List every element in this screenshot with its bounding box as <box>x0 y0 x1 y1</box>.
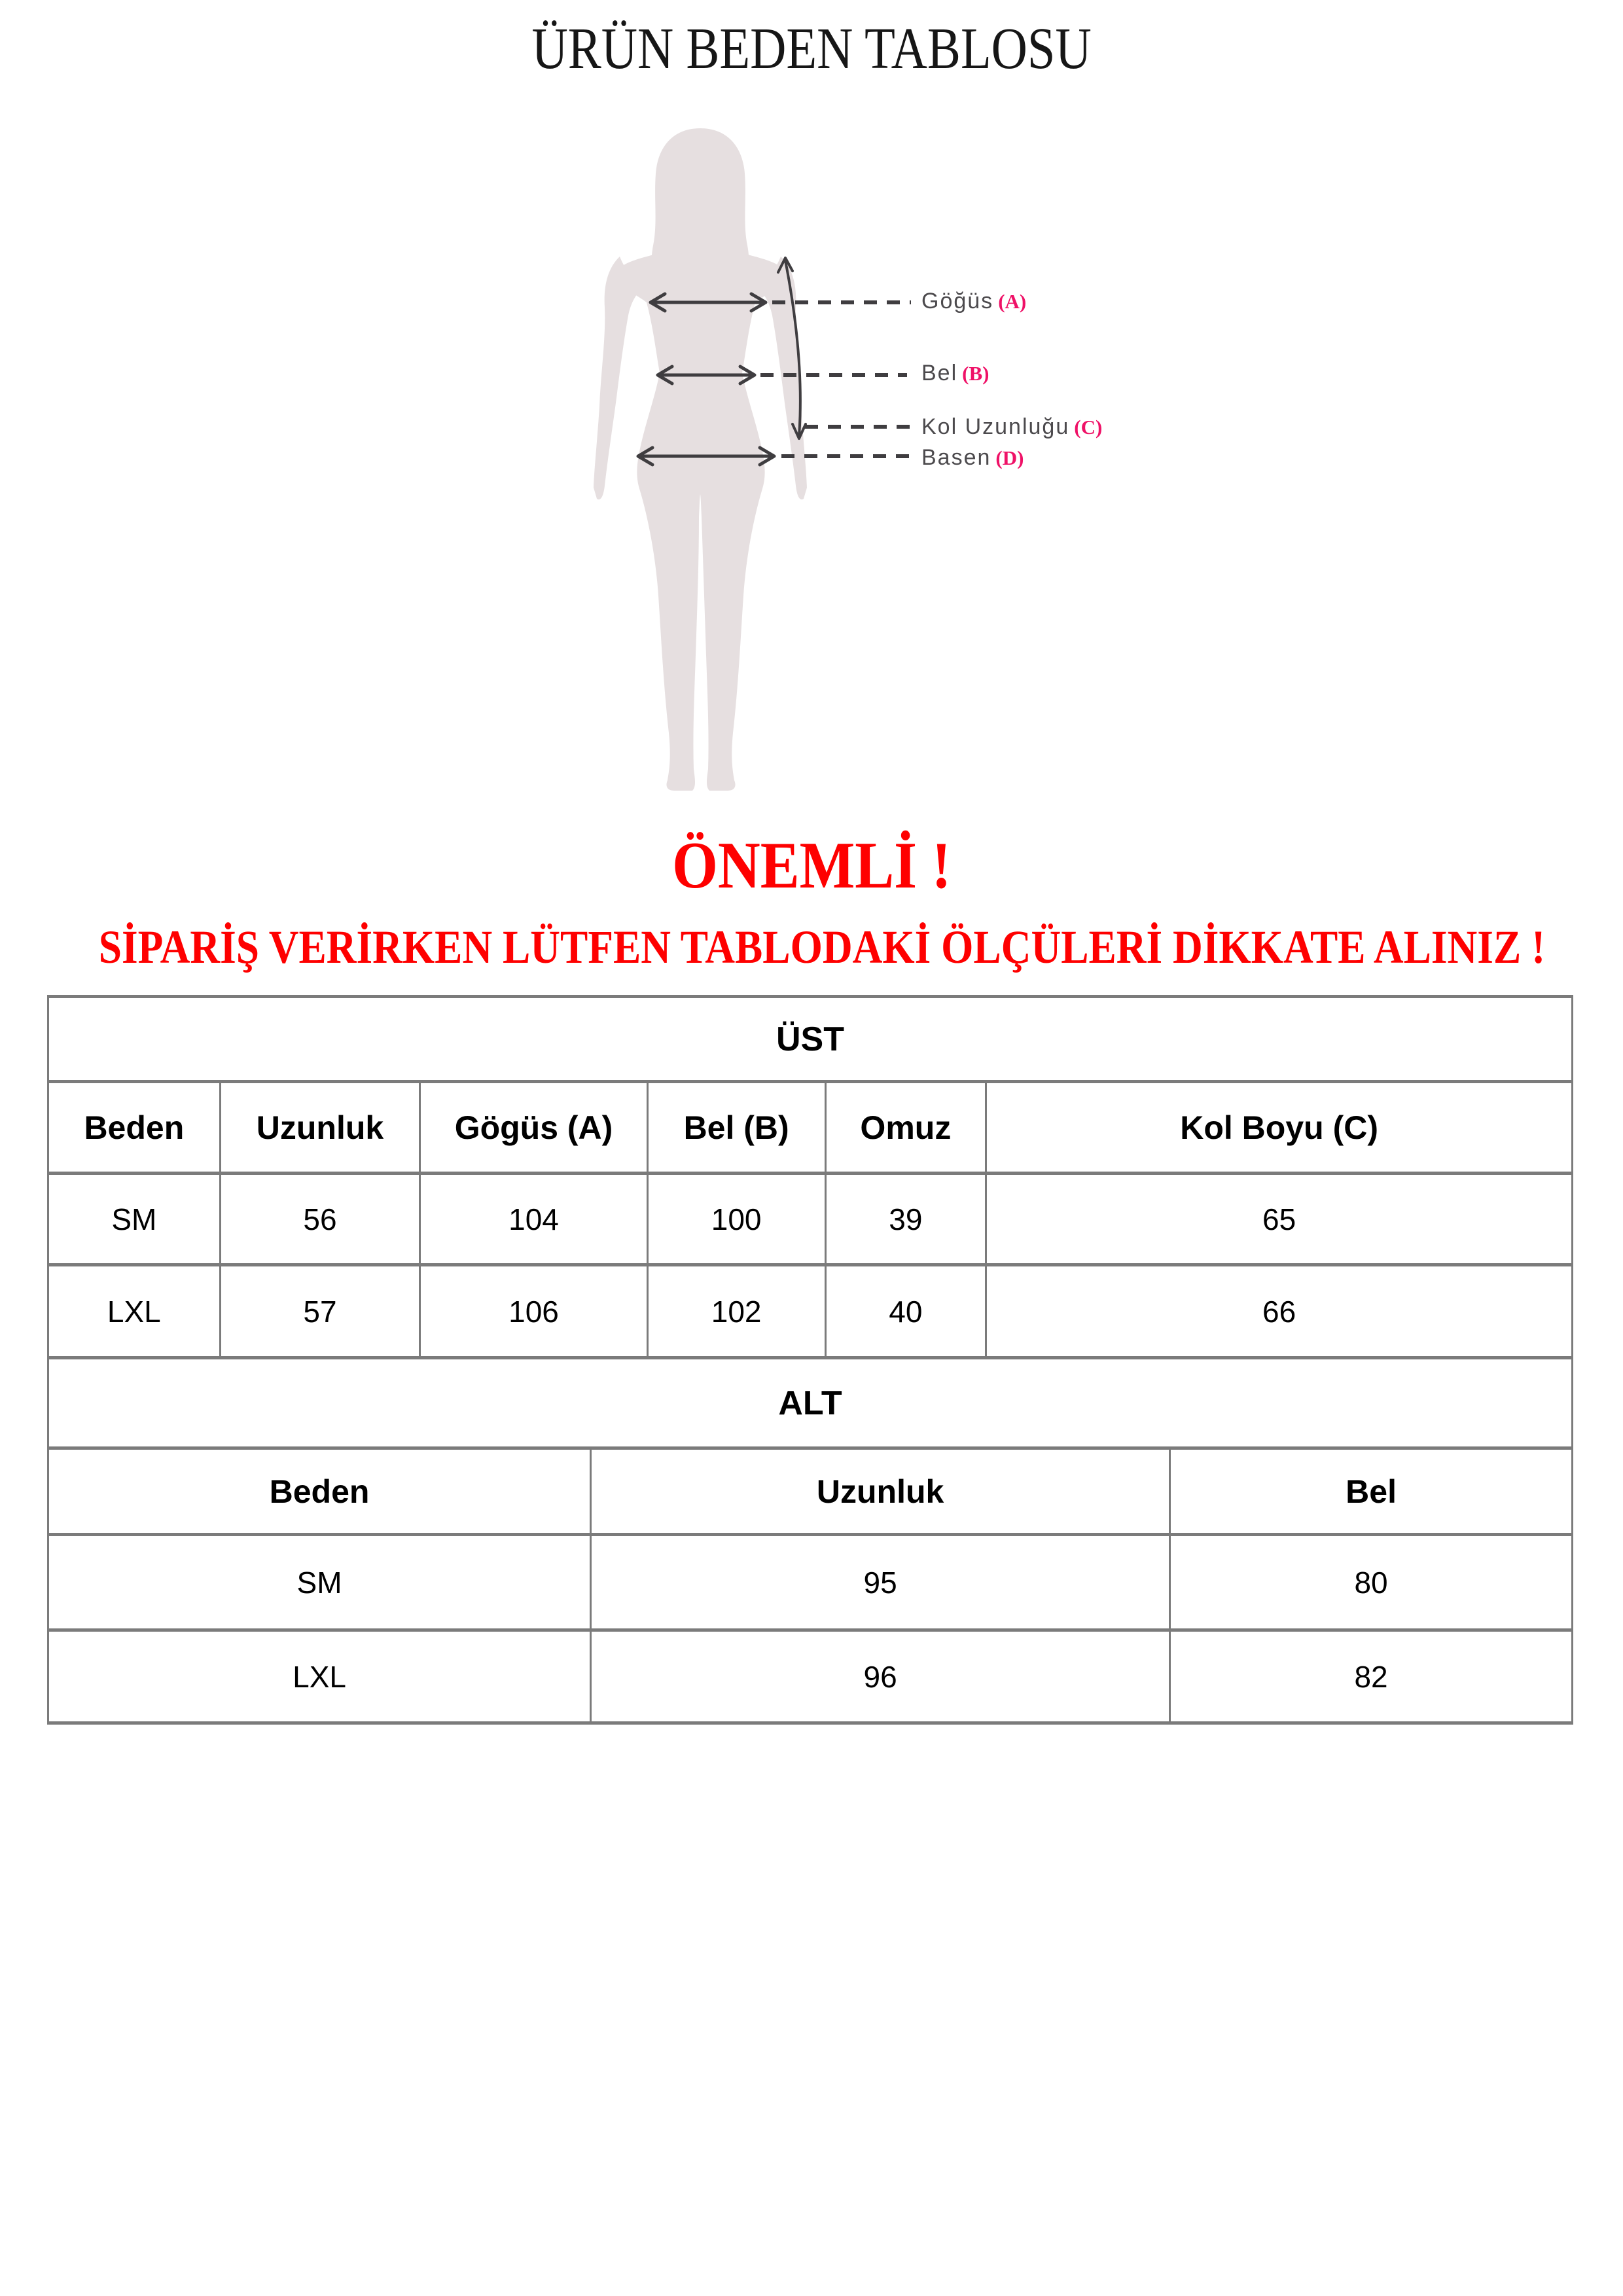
warning-line <box>0 922 1623 973</box>
alt-header-bel: Bel <box>1170 1448 1573 1535</box>
cell-value: 82 <box>1170 1630 1573 1723</box>
alt-section-row <box>48 1358 1573 1448</box>
alt-header-uzunluk: Uzunluk <box>591 1448 1170 1535</box>
alt-section-label: ALT <box>48 1358 1573 1448</box>
label-waist-text: Bel <box>921 361 958 386</box>
ust-row-sm <box>48 1174 1573 1265</box>
cell-value: 96 <box>591 1630 1170 1723</box>
ust-header-kol-boyu: Kol Boyu (C) <box>986 1082 1573 1174</box>
cell-value: 106 <box>420 1265 647 1358</box>
label-bust-text: Göğüs <box>921 289 994 314</box>
cell-size: LXL <box>48 1630 591 1723</box>
measurement-diagram <box>556 111 923 805</box>
cell-size: SM <box>48 1174 221 1265</box>
cell-value: 39 <box>825 1174 986 1265</box>
ust-section-label: ÜST <box>48 997 1573 1082</box>
cell-value: 66 <box>986 1265 1573 1358</box>
cell-value: 80 <box>1170 1535 1573 1630</box>
ust-header-gogus: Gögüs (A) <box>420 1082 647 1174</box>
alt-header-beden: Beden <box>48 1448 591 1535</box>
cell-value: 102 <box>647 1265 825 1358</box>
cell-value: 95 <box>591 1535 1170 1630</box>
page-title <box>0 18 1623 81</box>
ust-header-bel: Bel (B) <box>647 1082 825 1174</box>
alt-row-lxl <box>48 1630 1573 1723</box>
cell-value: 57 <box>220 1265 420 1358</box>
alt-size-table <box>47 1356 1573 1725</box>
ust-header-beden: Beden <box>48 1082 221 1174</box>
ust-row-lxl <box>48 1265 1573 1358</box>
ust-size-table <box>47 995 1573 1359</box>
ust-header-uzunluk: Uzunluk <box>220 1082 420 1174</box>
ust-header-omuz: Omuz <box>825 1082 986 1174</box>
female-silhouette-figure <box>594 128 807 791</box>
cell-size: LXL <box>48 1265 221 1358</box>
label-hip-text: Basen <box>921 445 991 470</box>
size-tables <box>47 995 1573 1725</box>
alt-row-sm <box>48 1535 1573 1630</box>
warning-line-text: SİPARİŞ VERİRKEN LÜTFEN TABLODAKİ ÖLÇÜLERİ DİKKATE ALINIZ ! <box>98 921 1546 973</box>
cell-value: 104 <box>420 1174 647 1265</box>
cell-value: 40 <box>825 1265 986 1358</box>
important-heading <box>0 829 1623 903</box>
label-waist <box>921 361 989 386</box>
silhouette-left-arm <box>594 257 641 499</box>
cell-value: 100 <box>647 1174 825 1265</box>
label-hip <box>921 445 1024 471</box>
cell-size: SM <box>48 1535 591 1630</box>
label-sleeve-text: Kol Uzunluğu <box>921 414 1070 439</box>
important-heading-text: ÖNEMLİ ! <box>671 829 952 903</box>
label-bust-letter: (A) <box>998 290 1027 313</box>
cell-value: 56 <box>220 1174 420 1265</box>
label-hip-letter: (D) <box>995 446 1024 469</box>
cell-value: 65 <box>986 1174 1573 1265</box>
label-bust <box>921 289 1026 314</box>
label-sleeve <box>921 414 1102 440</box>
ust-header-row <box>48 1082 1573 1174</box>
label-waist-letter: (B) <box>962 362 990 385</box>
page-title-text: ÜRÜN BEDEN TABLOSU <box>531 16 1092 81</box>
alt-header-row <box>48 1448 1573 1535</box>
label-sleeve-letter: (C) <box>1074 416 1103 439</box>
ust-section-row <box>48 997 1573 1082</box>
